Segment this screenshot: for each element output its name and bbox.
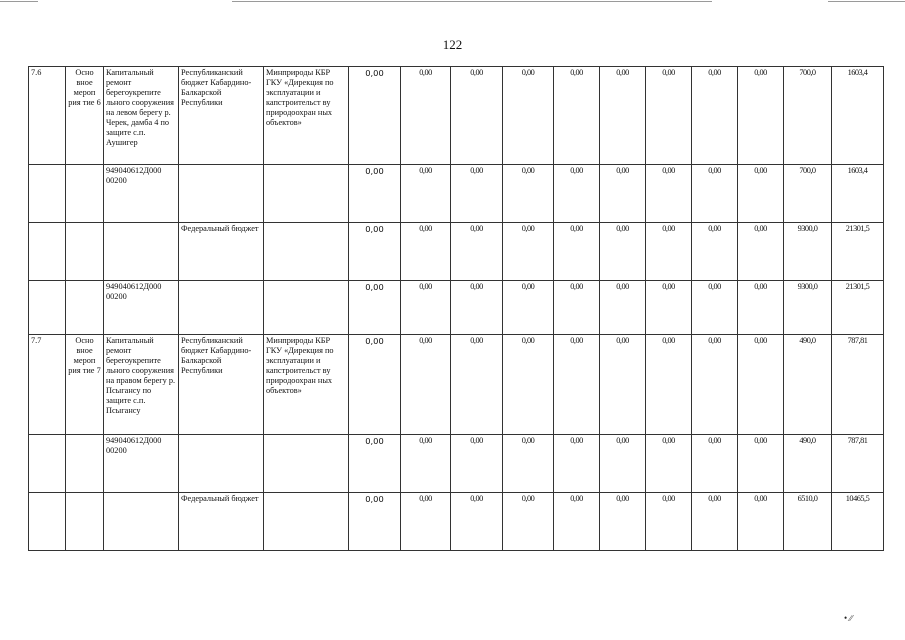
cell-executor: [264, 165, 349, 223]
cell-measure-type: [66, 165, 104, 223]
cell-value: 0,00: [600, 281, 646, 335]
cell-measure-type: [66, 435, 104, 493]
cell-value: 0,00: [600, 67, 646, 165]
cell-value: 0,00: [503, 165, 554, 223]
page-number: 122: [442, 37, 463, 52]
cell-value: 787,81: [832, 335, 884, 435]
cell-total-value: 0,00: [349, 493, 401, 551]
cell-value: 0,00: [451, 165, 503, 223]
top-rule-center: [232, 1, 712, 2]
cell-funding-source: [179, 435, 264, 493]
cell-executor: Минприроды КБР ГКУ «Дирекция по эксплуатации и капстроительст ву природоохран ных объектов»: [264, 67, 349, 165]
cell-value: 0,00: [646, 493, 692, 551]
cell-measure-name: 949040612Д000 00200: [104, 435, 179, 493]
cell-value: 0,00: [600, 435, 646, 493]
cell-funding-source: Федеральный бюджет: [179, 493, 264, 551]
table-row: [29, 435, 884, 493]
cell-value: 700,0: [784, 67, 832, 165]
table-body: [29, 67, 884, 551]
cell-value: 0,00: [401, 281, 451, 335]
cell-measure-name: [104, 223, 179, 281]
cell-value: 0,00: [600, 223, 646, 281]
cell-value: 6510,0: [784, 493, 832, 551]
cell-value: 9300,0: [784, 223, 832, 281]
cell-value: 0,00: [692, 67, 738, 165]
cell-value: 490,0: [784, 335, 832, 435]
cell-measure-name: 949040612Д000 00200: [104, 281, 179, 335]
cell-total-value: 0,00: [349, 335, 401, 435]
cell-value: 0,00: [554, 281, 600, 335]
cell-value: 0,00: [451, 435, 503, 493]
bottom-marks: • ∕∕: [844, 613, 853, 623]
cell-value: 0,00: [554, 67, 600, 165]
cell-value: 9300,0: [784, 281, 832, 335]
cell-value: 0,00: [738, 335, 784, 435]
cell-value: 0,00: [451, 281, 503, 335]
cell-value: 0,00: [401, 223, 451, 281]
cell-executor: [264, 493, 349, 551]
cell-value: 0,00: [646, 165, 692, 223]
cell-funding-source: [179, 281, 264, 335]
cell-value: 0,00: [692, 335, 738, 435]
cell-value: 787,81: [832, 435, 884, 493]
cell-total-value: 0,00: [349, 281, 401, 335]
cell-measure-type: [66, 281, 104, 335]
cell-measure-type: [66, 493, 104, 551]
cell-executor: Минприроды КБР ГКУ «Дирекция по эксплуатации и капстроительст ву природоохран ных объектов»: [264, 335, 349, 435]
cell-value: 0,00: [692, 493, 738, 551]
cell-row-number: 7.7: [29, 335, 66, 435]
cell-funding-source: [179, 165, 264, 223]
table-row: [29, 335, 884, 435]
cell-measure-type: Осно вное мероп рия тие 6: [66, 67, 104, 165]
cell-value: 0,00: [600, 165, 646, 223]
cell-measure-type: [66, 223, 104, 281]
cell-funding-source: Федеральный бюджет: [179, 223, 264, 281]
cell-value: 0,00: [503, 435, 554, 493]
cell-measure-name: [104, 493, 179, 551]
table-row: [29, 67, 884, 165]
cell-row-number: [29, 435, 66, 493]
cell-value: 0,00: [738, 493, 784, 551]
cell-row-number: [29, 493, 66, 551]
cell-value: 0,00: [503, 67, 554, 165]
cell-value: 0,00: [646, 335, 692, 435]
cell-value: 0,00: [738, 281, 784, 335]
cell-value: 0,00: [738, 223, 784, 281]
cell-value: 0,00: [503, 281, 554, 335]
cell-row-number: [29, 165, 66, 223]
cell-value: 0,00: [554, 165, 600, 223]
cell-value: 0,00: [600, 493, 646, 551]
cell-value: 0,00: [692, 435, 738, 493]
cell-value: 0,00: [692, 281, 738, 335]
cell-executor: [264, 223, 349, 281]
cell-value: 21301,5: [832, 281, 884, 335]
cell-value: 0,00: [554, 435, 600, 493]
table-row: [29, 165, 884, 223]
cell-value: 0,00: [692, 165, 738, 223]
cell-value: 0,00: [401, 435, 451, 493]
cell-row-number: [29, 223, 66, 281]
cell-value: 0,00: [554, 493, 600, 551]
table-row: [29, 493, 884, 551]
cell-value: 0,00: [503, 493, 554, 551]
cell-value: 10465,5: [832, 493, 884, 551]
cell-row-number: 7.6: [29, 67, 66, 165]
cell-measure-name: 949040612Д000 00200: [104, 165, 179, 223]
cell-value: 0,00: [503, 223, 554, 281]
top-rule-left: [0, 1, 38, 2]
cell-total-value: 0,00: [349, 223, 401, 281]
top-rule-right: [828, 1, 905, 2]
cell-total-value: 0,00: [349, 435, 401, 493]
table-row: [29, 223, 884, 281]
cell-value: 0,00: [646, 67, 692, 165]
cell-value: 0,00: [401, 165, 451, 223]
cell-executor: [264, 281, 349, 335]
cell-value: 0,00: [451, 493, 503, 551]
cell-funding-source: Республиканский бюджет Кабардино-Балкарской Республики: [179, 67, 264, 165]
cell-value: 0,00: [451, 223, 503, 281]
cell-value: 0,00: [451, 335, 503, 435]
cell-total-value: 0,00: [349, 165, 401, 223]
cell-row-number: [29, 281, 66, 335]
cell-value: 0,00: [554, 223, 600, 281]
cell-value: 0,00: [646, 223, 692, 281]
cell-value: 21301,5: [832, 223, 884, 281]
cell-value: 0,00: [401, 335, 451, 435]
cell-value: 0,00: [401, 67, 451, 165]
cell-executor: [264, 435, 349, 493]
cell-value: 0,00: [646, 435, 692, 493]
cell-value: 0,00: [401, 493, 451, 551]
cell-value: 700,0: [784, 165, 832, 223]
cell-value: 1603,4: [832, 165, 884, 223]
cell-value: 490,0: [784, 435, 832, 493]
cell-value: 0,00: [738, 67, 784, 165]
cell-measure-name: Капитальный ремонт берегоукрепите льного сооружения на правом берегу р. Псыгансу по защите с.п. Псыгансу: [104, 335, 179, 435]
cell-value: 1603,4: [832, 67, 884, 165]
cell-measure-name: Капитальный ремонт берегоукрепите льного сооружения на левом берегу р. Черек, дамба 4 по защите с.п. Аушигер: [104, 67, 179, 165]
table-row: [29, 281, 884, 335]
cell-value: 0,00: [738, 165, 784, 223]
cell-value: 0,00: [646, 281, 692, 335]
cell-funding-source: Республиканский бюджет Кабардино-Балкарской Республики: [179, 335, 264, 435]
budget-table: [28, 66, 884, 551]
cell-value: 0,00: [738, 435, 784, 493]
cell-value: 0,00: [503, 335, 554, 435]
cell-total-value: 0,00: [349, 67, 401, 165]
cell-measure-type: Осно вное мероп рия тие 7: [66, 335, 104, 435]
cell-value: 0,00: [451, 67, 503, 165]
cell-value: 0,00: [554, 335, 600, 435]
cell-value: 0,00: [600, 335, 646, 435]
cell-value: 0,00: [692, 223, 738, 281]
